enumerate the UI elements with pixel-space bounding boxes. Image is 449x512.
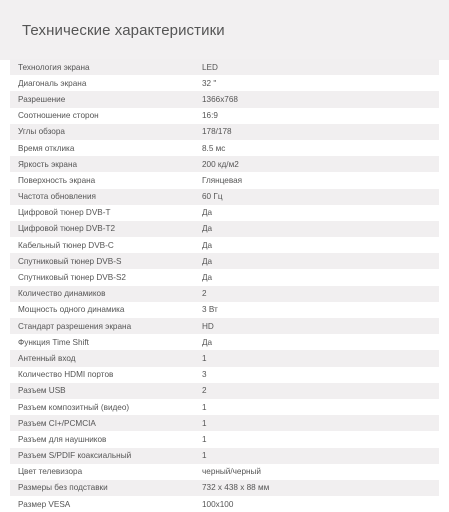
spec-row [10,464,439,480]
spec-name: Размер VESA [18,499,71,509]
spec-value: 200 кд/м2 [202,159,239,169]
spec-value: 100x100 [202,499,234,509]
spec-value: 1 [202,434,207,444]
spec-value: 2 [202,386,207,396]
spec-name: Соотношение сторон [18,111,99,121]
page-title: Технические характеристики [22,22,225,39]
spec-value: Да [202,256,213,266]
spec-row [10,59,439,75]
title-bar [0,0,449,60]
spec-value: 2 [202,289,207,299]
spec-value: 1366x768 [202,94,238,104]
spec-name: Разъем USB [18,386,66,396]
spec-value: Глянцевая [202,175,243,185]
spec-name: Технология экрана [18,62,90,72]
spec-value: 1 [202,402,207,412]
spec-name: Размеры без подставки [18,483,108,493]
spec-row [10,269,439,285]
spec-name: Разрешение [18,94,66,104]
spec-name: Стандарт разрешения экрана [18,321,132,331]
spec-value: 16:9 [202,111,218,121]
spec-row [10,189,439,205]
spec-name: Спутниковый тюнер DVB-S [18,256,122,266]
spec-value: 3 [202,370,207,380]
spec-value: 1 [202,418,207,428]
spec-row [10,302,439,318]
spec-value: Да [202,337,213,347]
spec-value: 8.5 мс [202,143,226,153]
spec-value: 3 Вт [202,305,218,315]
spec-row [10,383,439,399]
spec-row [10,91,439,107]
spec-name: Цифровой тюнер DVB-T [18,208,111,218]
spec-value: Да [202,273,213,283]
spec-name: Яркость экрана [18,159,78,169]
spec-value: LED [202,62,218,72]
spec-row [10,480,439,496]
spec-row [10,75,439,91]
spec-row [10,237,439,253]
spec-name: Частота обновления [18,192,96,202]
spec-name: Поверхность экрана [18,175,96,185]
spec-name: Функция Time Shift [18,337,89,347]
spec-value: Да [202,208,213,218]
spec-name: Спутниковый тюнер DVB-S2 [18,273,126,283]
spec-name: Время отклика [18,143,75,153]
spec-name: Цифровой тюнер DVB-T2 [18,224,116,234]
spec-value: Да [202,224,213,234]
spec-row [10,286,439,302]
spec-value: черный/черный [202,467,261,477]
spec-row [10,334,439,350]
spec-row [10,399,439,415]
spec-value: 1 [202,353,207,363]
spec-name: Кабельный тюнер DVB-C [18,240,114,250]
spec-row [10,172,439,188]
spec-row [10,140,439,156]
spec-row [10,253,439,269]
spec-row [10,108,439,124]
spec-value: 60 Гц [202,192,223,202]
spec-value: 1 [202,451,207,461]
spec-name: Разъем S/PDIF коаксиальный [18,451,132,461]
spec-row [10,367,439,383]
spec-name: Цвет телевизора [18,467,83,477]
spec-value: 32 " [202,78,217,88]
spec-name: Разъем CI+/PCMCIA [18,418,96,428]
spec-row [10,448,439,464]
spec-name: Разъем для наушников [18,434,107,444]
spec-value: 732 x 438 x 88 мм [202,483,270,493]
spec-row [10,124,439,140]
spec-row [10,415,439,431]
spec-name: Мощность одного динамика [18,305,125,315]
spec-row [10,156,439,172]
spec-name: Количество HDMI портов [18,370,114,380]
spec-value: 178/178 [202,127,232,137]
spec-table [10,59,439,512]
spec-row [10,431,439,447]
spec-row [10,205,439,221]
spec-name: Углы обзора [18,127,65,137]
spec-value: HD [202,321,214,331]
spec-name: Разъем композитный (видео) [18,402,130,412]
spec-name: Антенный вход [18,353,76,363]
spec-value: Да [202,240,213,250]
spec-row [10,318,439,334]
spec-row [10,350,439,366]
spec-name: Диагональ экрана [18,78,87,88]
spec-row [10,496,439,512]
spec-row [10,221,439,237]
spec-name: Количество динамиков [18,289,106,299]
